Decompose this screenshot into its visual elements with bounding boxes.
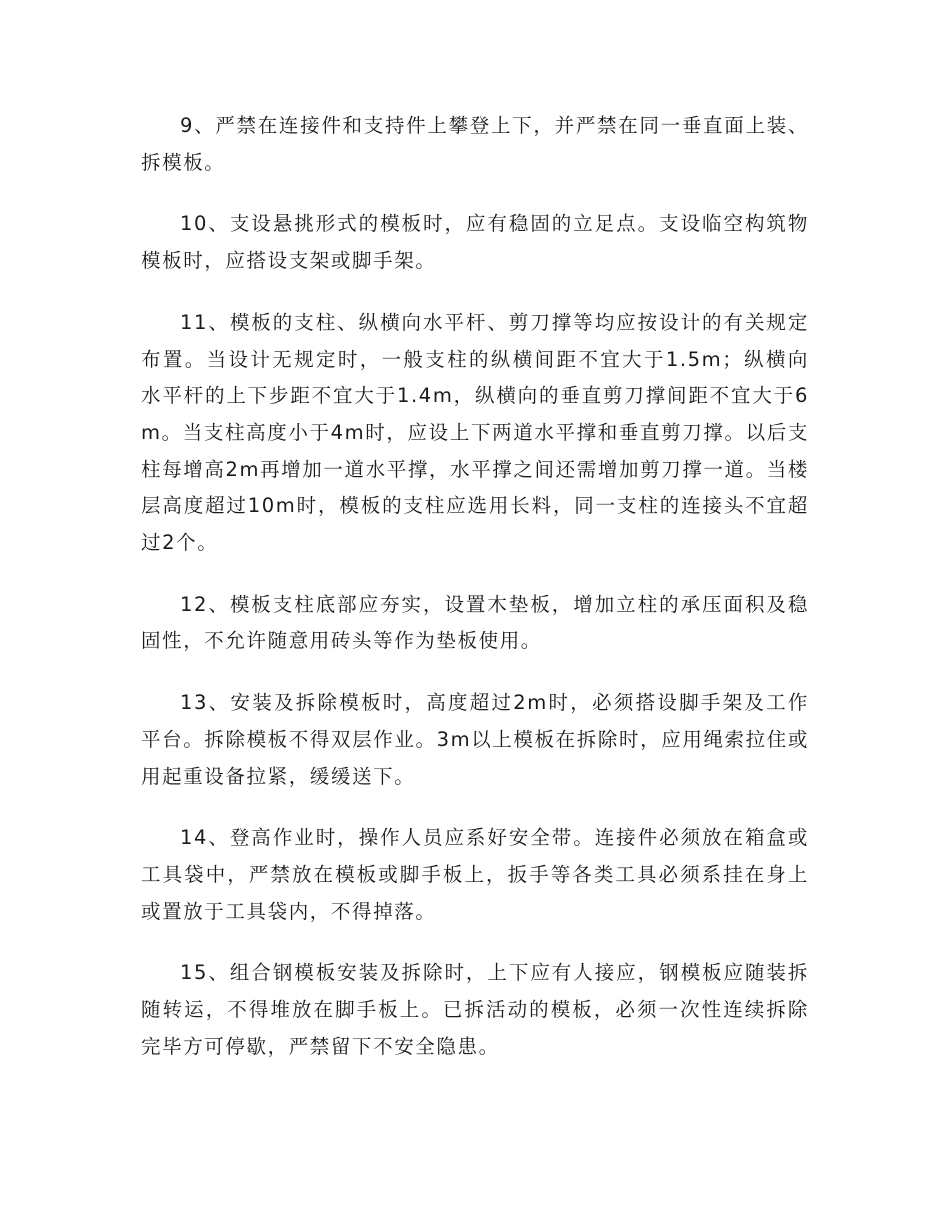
paragraph-item-12: 12、模板支柱底部应夯实，设置木垫板，增加立柱的承压面积及稳固性，不允许随意用砖头等作为垫板使用。 <box>141 592 809 653</box>
paragraph-item-10: 10、支设悬挑形式的模板时，应有稳固的立足点。支设临空构筑物模板时，应搭设支架或脚手架。 <box>141 212 809 273</box>
paragraph-item-15: 15、组合钢模板安装及拆除时，上下应有人接应，钢模板应随装拆随转运，不得堆放在脚手板上。已拆活动的模板，必须一次性连续拆除完毕方可停歇，严禁留下不安全隐患。 <box>141 961 809 1058</box>
paragraph-item-14: 14、登高作业时，操作人员应系好安全带。连接件必须放在箱盒或工具袋中，严禁放在模板或脚手板上，扳手等各类工具必须系挂在身上或置放于工具袋内，不得掉落。 <box>141 826 809 923</box>
paragraph-item-9: 9、严禁在连接件和支持件上攀登上下，并严禁在同一垂直面上装、拆模板。 <box>141 114 809 174</box>
document-body <box>141 108 809 1065</box>
paragraph-item-13: 13、安装及拆除模板时，高度超过2m时，必须搭设脚手架及工作平台。拆除模板不得双层作业。3m以上模板在拆除时，应用绳索拉住或用起重设备拉紧，缓缓送下。 <box>141 691 809 788</box>
paragraph-item-11: 11、模板的支柱、纵横向水平杆、剪刀撑等均应按设计的有关规定布置。当设计无规定时，一般支柱的纵横间距不宜大于1.5m；纵横向水平杆的上下步距不宜大于1.4m，纵横向的垂直剪刀撑间距不宜大于6m。当支柱高度小于4m时，应设上下两道水平撑和垂直剪刀撑。以后支柱每增高2m再增加一道水平撑，水平撑之间还需增加剪刀撑一道。当楼层高度超过10m时，模板的支柱应选用长料，同一支柱的连接头不宜超过2个。 <box>141 310 809 555</box>
